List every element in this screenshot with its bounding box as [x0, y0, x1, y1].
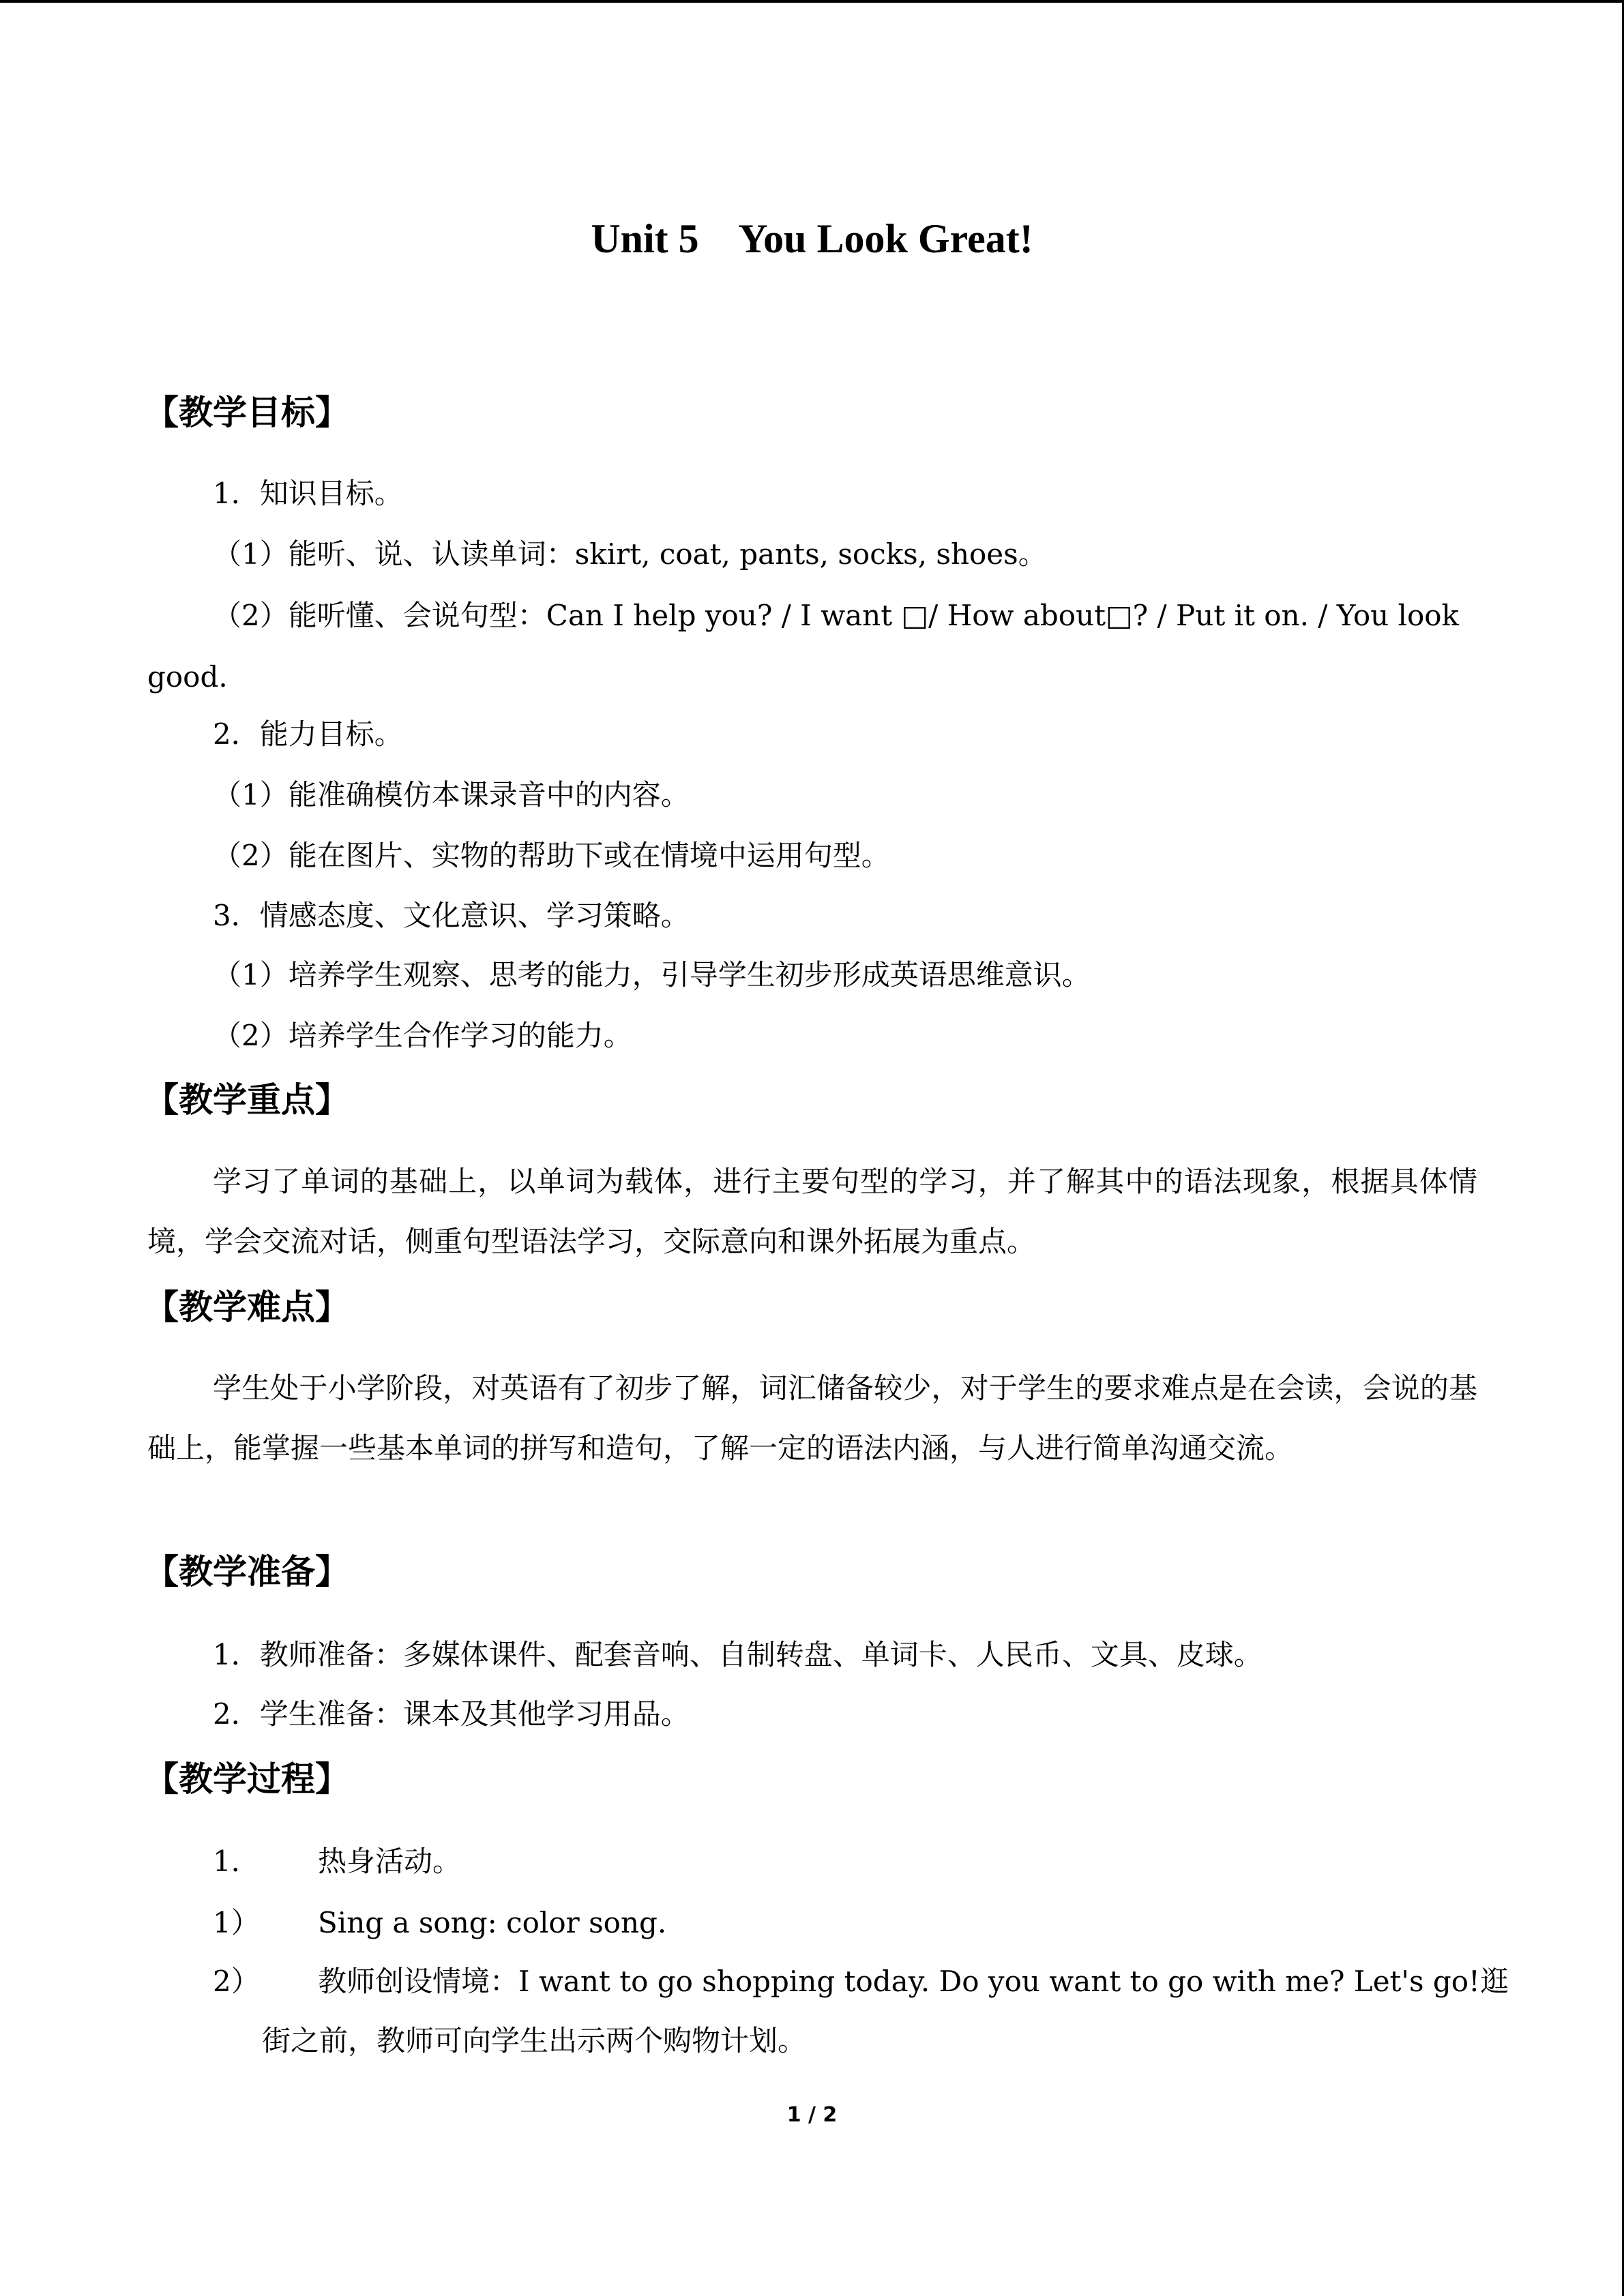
process-sub-1-number: 1） — [213, 1906, 260, 1939]
heading-preparation: 【教学准备】 — [145, 1552, 349, 1592]
difficulties-text: 学生处于小学阶段，对英语有了初步了解，词汇储备较少，对于学生的要求难点是在会读，会说的基础上，能掌握一些基本单词的拼写和造句，了解一定的语法内涵，与人进行简单沟通交流。 — [147, 1371, 1477, 1465]
process-sub-2-number: 2） — [213, 1965, 260, 1998]
emotion-item-1: （1）培养学生观察、思考的能力，引导学生初步形成英语思维意识。 — [213, 958, 1091, 992]
process-sub-2-text-cont: 街之前，教师可向学生出示两个购物计划。 — [262, 2024, 807, 2057]
ability-item-1: （1）能准确模仿本课录音中的内容。 — [213, 778, 690, 811]
process-step-1-text: 热身活动。 — [318, 1845, 462, 1878]
process-step-1-number: 1． — [213, 1845, 260, 1878]
heading-objectives: 【教学目标】 — [145, 393, 349, 432]
heading-key-points: 【教学重点】 — [145, 1080, 349, 1120]
preparation-teacher: 1．教师准备：多媒体课件、配套音响、自制转盘、单词卡、人民币、文具、皮球。 — [213, 1638, 1263, 1671]
page-top-border — [0, 0, 1624, 3]
emotion-goal: 3．情感态度、文化意识、学习策略。 — [213, 899, 690, 932]
ability-item-2: （2）能在图片、实物的帮助下或在情境中运用句型。 — [213, 839, 890, 872]
page-number: 1 / 2 — [786, 2103, 838, 2127]
emotion-item-2: （2）培养学生合作学习的能力。 — [213, 1019, 632, 1052]
knowledge-item-1: （1）能听、说、认读单词：skirt, coat, pants, socks, shoes。 — [213, 537, 1047, 571]
knowledge-goal: 1．知识目标。 — [213, 477, 403, 510]
knowledge-item-2-cont: good. — [147, 660, 228, 694]
ability-goal: 2．能力目标。 — [213, 717, 403, 751]
heading-process: 【教学过程】 — [145, 1759, 349, 1799]
process-sub-2-text: 教师创设情境：I want to go shopping today. Do you want to go with me? Let's go!逛 — [318, 1965, 1509, 1998]
heading-difficulties: 【教学难点】 — [145, 1287, 349, 1327]
key-points-text: 学习了单词的基础上，以单词为载体，进行主要句型的学习，并了解其中的语法现象，根据具体情境，学会交流对话，侧重句型语法学习，交际意向和课外拓展为重点。 — [147, 1165, 1477, 1258]
preparation-student: 2．学生准备：课本及其他学习用品。 — [213, 1697, 690, 1731]
process-sub-1-text: Sing a song: color song. — [318, 1906, 667, 1939]
page-title: Unit 5 You Look Great! — [591, 216, 1033, 261]
knowledge-item-2: （2）能听懂、会说句型：Can I help you? / I want □/ How about□? / Put it on. / You look — [213, 599, 1460, 632]
